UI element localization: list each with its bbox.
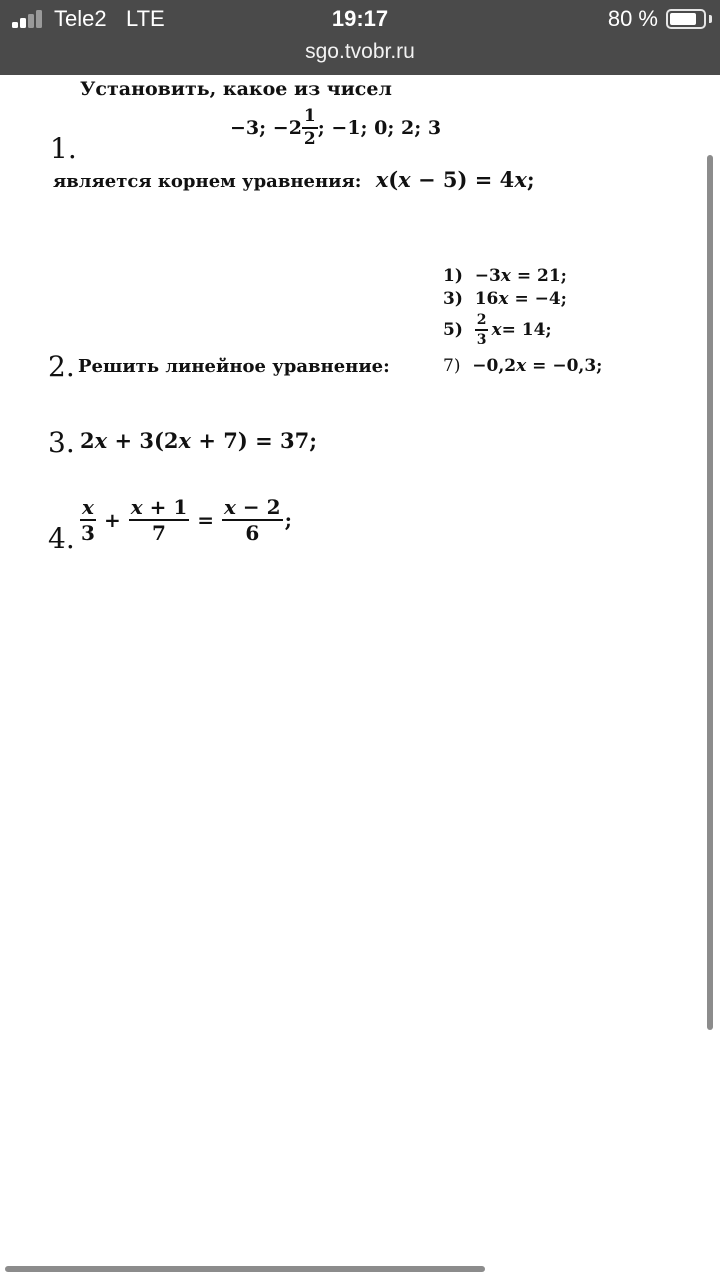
eq-part: −3 (474, 266, 501, 286)
eq-part: = −4; (508, 289, 567, 309)
eq-var: x (178, 428, 192, 453)
eq-var: x (514, 167, 527, 192)
task2-eq5-fraction (475, 313, 489, 347)
task1-frac-num: 1 (302, 108, 318, 129)
browser-top-bar (0, 0, 720, 75)
task4-number: 4. (48, 522, 75, 555)
task1-fraction (302, 108, 318, 148)
eq-part: −0,2 (472, 356, 517, 376)
eq-operator: = (197, 508, 215, 532)
frac-num: 2 (475, 313, 489, 331)
eq-label: 3) (443, 289, 463, 309)
task4-equation (80, 494, 292, 546)
eq-part: ; (526, 167, 535, 192)
eq-var: x (498, 289, 509, 309)
eq-var: x (398, 167, 411, 192)
eq-part: 2 (80, 428, 95, 453)
eq-part: = 21; (510, 266, 567, 286)
battery-fill (670, 13, 696, 25)
task2-eq1 (443, 266, 567, 286)
horizontal-scrollbar[interactable] (5, 1266, 485, 1272)
eq-part: = −0,3; (526, 356, 603, 376)
task1-intro: Установить, какое из чисел (80, 78, 392, 100)
eq-var: x (375, 167, 389, 192)
clock: 19:17 (331, 6, 389, 31)
eq-part: 16 (474, 289, 499, 309)
address-bar-url[interactable]: sgo.tvobr.ru (305, 40, 415, 63)
task2-number: 2. (48, 350, 75, 383)
task1-question: является корнем уравнения: (53, 171, 362, 192)
battery-cap (709, 15, 712, 23)
eq-var: x (94, 428, 108, 453)
task1-frac-den: 2 (303, 129, 316, 149)
task1-numbers-b: ; −1; 0; 2; 3 (317, 117, 442, 139)
eq-part: − 2 (235, 495, 281, 519)
eq-part: ( (388, 167, 399, 192)
task1-question-line (53, 167, 535, 192)
task1-numbers (230, 103, 441, 153)
task3-equation (80, 428, 317, 453)
eq-var: x (516, 356, 527, 376)
eq-label: 1) (443, 266, 463, 286)
frac-den: 3 (81, 521, 95, 545)
task4-frac3 (222, 497, 283, 543)
frac-den: 6 (245, 521, 260, 545)
task2-eq5 (443, 309, 552, 351)
eq-label: 5) (443, 320, 463, 340)
eq-operator: + (103, 508, 121, 532)
frac-num (222, 497, 283, 521)
eq-part: ; (284, 508, 292, 532)
task3-number: 3. (48, 426, 75, 459)
battery-icon (666, 9, 706, 29)
task2-text: Решить линейное уравнение: (78, 356, 390, 377)
task1-equation (376, 167, 535, 192)
eq-part: + 1 (142, 495, 188, 519)
eq-part: = 14; (501, 320, 552, 340)
eq-var: x (500, 266, 511, 286)
carrier-name: Tele2 (54, 6, 107, 31)
task1-numbers-a: −3; −2 (230, 117, 302, 139)
frac-den: 7 (152, 521, 166, 545)
eq-part: − 5) = 4 (410, 167, 515, 192)
status-bar (0, 0, 720, 40)
eq-var: x (130, 495, 143, 519)
battery-percent: 80 % (607, 6, 658, 31)
eq-label: 7) (443, 356, 461, 376)
eq-part: + 7) = 37; (191, 428, 318, 453)
network-type: LTE (126, 6, 165, 31)
task2-eq7 (443, 356, 602, 376)
task1-number: 1. (50, 132, 77, 165)
task4-frac1 (80, 497, 96, 543)
task4-frac2 (129, 497, 190, 543)
eq-part: + 3(2 (107, 428, 179, 453)
frac-num: x (82, 495, 94, 519)
eq-var: x (224, 495, 236, 519)
vertical-scrollbar[interactable] (707, 155, 713, 1030)
frac-den: 3 (476, 332, 487, 348)
frac-num (129, 497, 190, 521)
eq-var: x (491, 320, 502, 340)
document-page[interactable] (0, 75, 720, 1280)
task2-eq3 (443, 289, 567, 309)
